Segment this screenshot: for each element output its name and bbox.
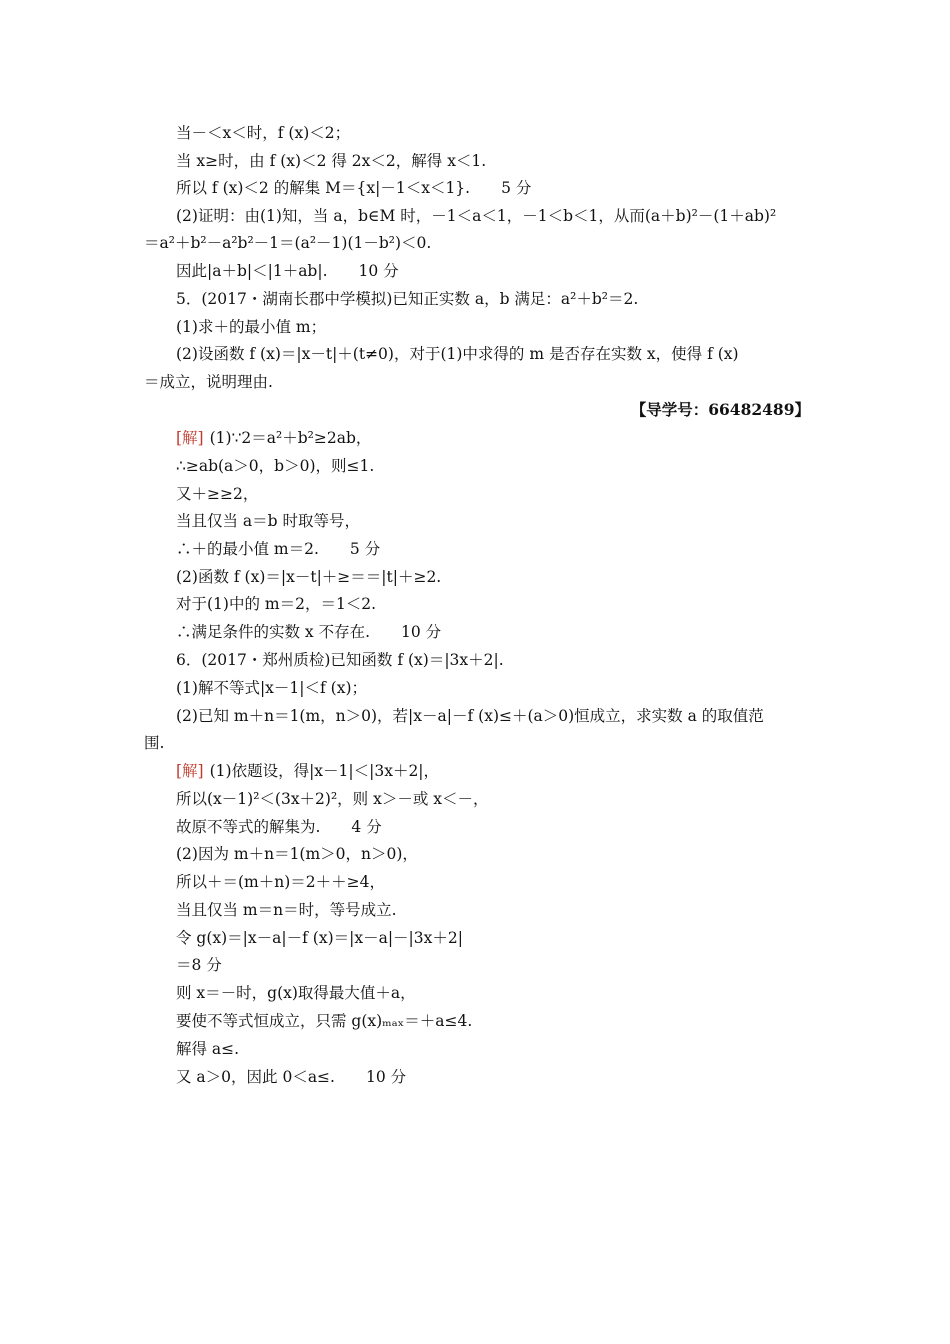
solution-tag: [解] <box>176 762 204 780</box>
text-line: 当且仅当 a＝b 时取等号， <box>176 512 361 530</box>
text-line: (2)设函数 f (x)＝|x－t|＋(t≠0)，对于(1)中求得的 m 是否存在实数 x，使得 f (x) <box>176 345 739 363</box>
text-line: 当且仅当 m＝n＝时，等号成立. <box>176 901 397 919</box>
text-line: 所以 f (x)＜2 的解集 M＝{x|－1＜x＜1}. 5 分 <box>176 179 532 197</box>
text-line: 当－＜x＜时，f (x)＜2； <box>176 124 351 142</box>
text-line: (2)已知 m＋n＝1(m，n＞0)，若|x－a|－f (x)≤＋(a＞0)恒成立，求实数 a 的取值范 <box>176 707 764 725</box>
text-line: 要使不等式恒成立，只需 g(x)ₘₐₓ＝＋a≤4. <box>176 1012 473 1030</box>
text-line: 则 x＝－时，g(x)取得最大值＋a， <box>176 984 416 1002</box>
solution-line <box>176 427 371 449</box>
text-line: 故原不等式的解集为. 4 分 <box>176 818 382 836</box>
text-line: 又＋≥≥2， <box>176 485 259 503</box>
text-line: (2)因为 m＋n＝1(m＞0，n＞0)， <box>176 845 418 863</box>
text-line: 对于(1)中的 m＝2，＝1＜2. <box>176 595 377 613</box>
text-line: ∴满足条件的实数 x 不存在. 10 分 <box>176 623 442 641</box>
solution-tag: [解] <box>176 429 204 447</box>
text-line: ∴＋的最小值 m＝2. 5 分 <box>176 540 381 558</box>
text-line: ＝成立，说明理由. <box>144 373 273 391</box>
text-line: 解得 a≤. <box>176 1040 240 1058</box>
text-line: (1)解不等式|x－1|＜f (x)； <box>176 679 368 697</box>
text-line: 围. <box>144 734 165 752</box>
text-line: ＝a²＋b²－a²b²－1＝(a²－1)(1－b²)＜0. <box>144 234 432 252</box>
text-line: 令 g(x)＝|x－a|－f (x)＝|x－a|－|3x＋2| <box>176 929 463 947</box>
text-line: 因此|a＋b|＜|1＋ab|. 10 分 <box>176 262 399 280</box>
text-line: 又 a＞0，因此 0＜a≤. 10 分 <box>176 1068 407 1086</box>
problem-5-heading: 5．(2017・湖南长郡中学模拟)已知正实数 a，b 满足：a²＋b²＝2. <box>176 290 639 308</box>
guide-number: 【导学号：66482489】 <box>630 400 810 419</box>
problem-6-heading: 6．(2017・郑州质检)已知函数 f (x)＝|3x＋2|. <box>176 651 504 669</box>
text-line: ＝8 分 <box>176 956 222 974</box>
solution-line <box>176 760 439 782</box>
text-span: (1)依题设，得|x－1|＜|3x＋2|， <box>209 762 440 780</box>
text-line: ∴≥ab(a＞0，b＞0)，则≤1. <box>176 457 375 475</box>
text-line: (2)函数 f (x)＝|x－t|＋≥＝＝|t|＋≥2. <box>176 568 442 586</box>
text-line: (2)证明：由(1)知，当 a，b∈M 时，－1＜a＜1，－1＜b＜1，从而(a＋b)²－(1＋ab)² <box>176 207 777 225</box>
text-line: 当 x≥时，由 f (x)＜2 得 2x＜2，解得 x＜1. <box>176 152 487 170</box>
text-line: 所以(x－1)²＜(3x＋2)²，则 x＞－或 x＜－， <box>176 790 489 808</box>
text-line: (1)求＋的最小值 m； <box>176 318 327 336</box>
text-line: 所以＋＝(m＋n)＝2＋＋≥4， <box>176 873 385 891</box>
text-span: (1)∵2＝a²＋b²≥2ab， <box>209 429 372 447</box>
